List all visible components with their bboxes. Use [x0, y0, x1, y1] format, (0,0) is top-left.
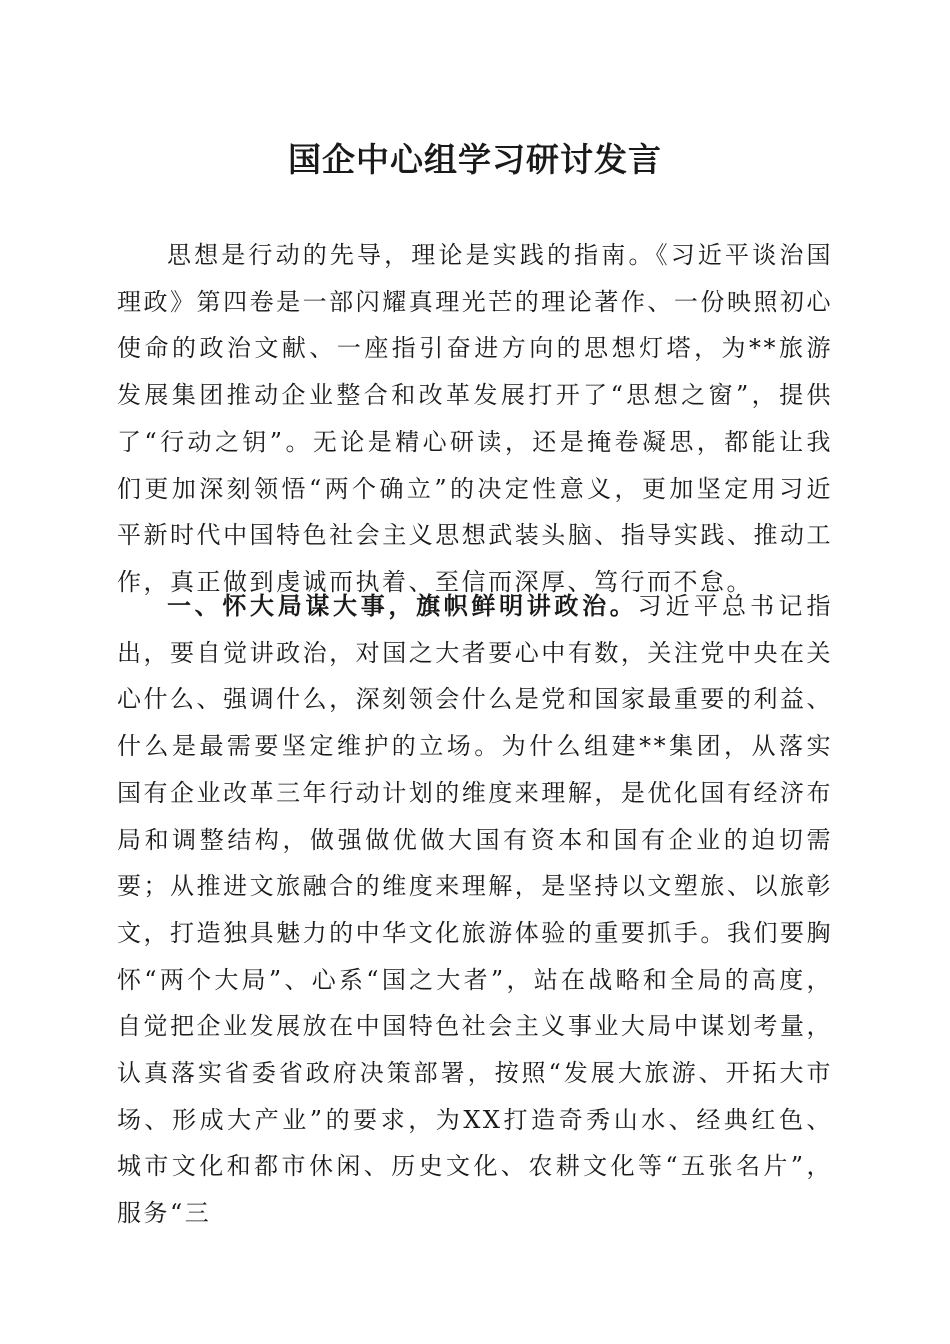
document-title: 国企中心组学习研讨发言 — [288, 140, 662, 179]
section-one-paragraph — [117, 583, 833, 1237]
section-one-text: 习近平总书记指出，要自觉讲政治，对国之大者要心中有数，关注党中央在关心什么、强调什么，深刻领会什么是党和国家最重要的利益、什么是最需要坚定维护的立场。为什么组建**集团，从落实国有企业改革三年行动计划的维度来理解，是优化国有经济布局和调整结构，做强做优做大国有资本和国有企业的迫切需要；从推进文旅融合的维度来理解，是坚持以文塑旅、以旅彰文，打造独具魅力的中华文化旅游体验的重要抓手。我们要胸怀“两个大局”、心系“国之大者”，站在战略和全局的高度，自觉把企业发展放在中国特色社会主义事业大局中谋划考量，认真落实省委省政府决策部署，按照“发展大旅游、开拓大市场、形成大产业”的要求，为XX打造奇秀山水、经典红色、城市文化和都市休闲、历史文化、农耕文化等“五张名片”，服务“三 — [117, 592, 834, 1228]
section-one-heading: 一、怀大局谋大事，旗帜鲜明讲政治。 — [167, 592, 638, 620]
intro-paragraph-text: 思想是行动的先导，理论是实践的指南。《习近平谈治国理政》第四卷是一部闪耀真理光芒的理论著作、一份映照初心使命的政治文献、一座指引奋进方向的思想灯塔，为**旅游发展集团推动企业整合和改革发展打开了“思想之窗”，提供了“行动之钥”。无论是精心研读，还是掩卷凝思，都能让我们更加深刻领悟“两个确立”的决定性意义，更加坚定用习近平新时代中国特色社会主义思想武装头脑、指导实践、推动工作，真正做到虔诚而执着、至信而深厚、笃行而不怠。 — [117, 241, 833, 596]
intro-paragraph — [117, 232, 833, 606]
